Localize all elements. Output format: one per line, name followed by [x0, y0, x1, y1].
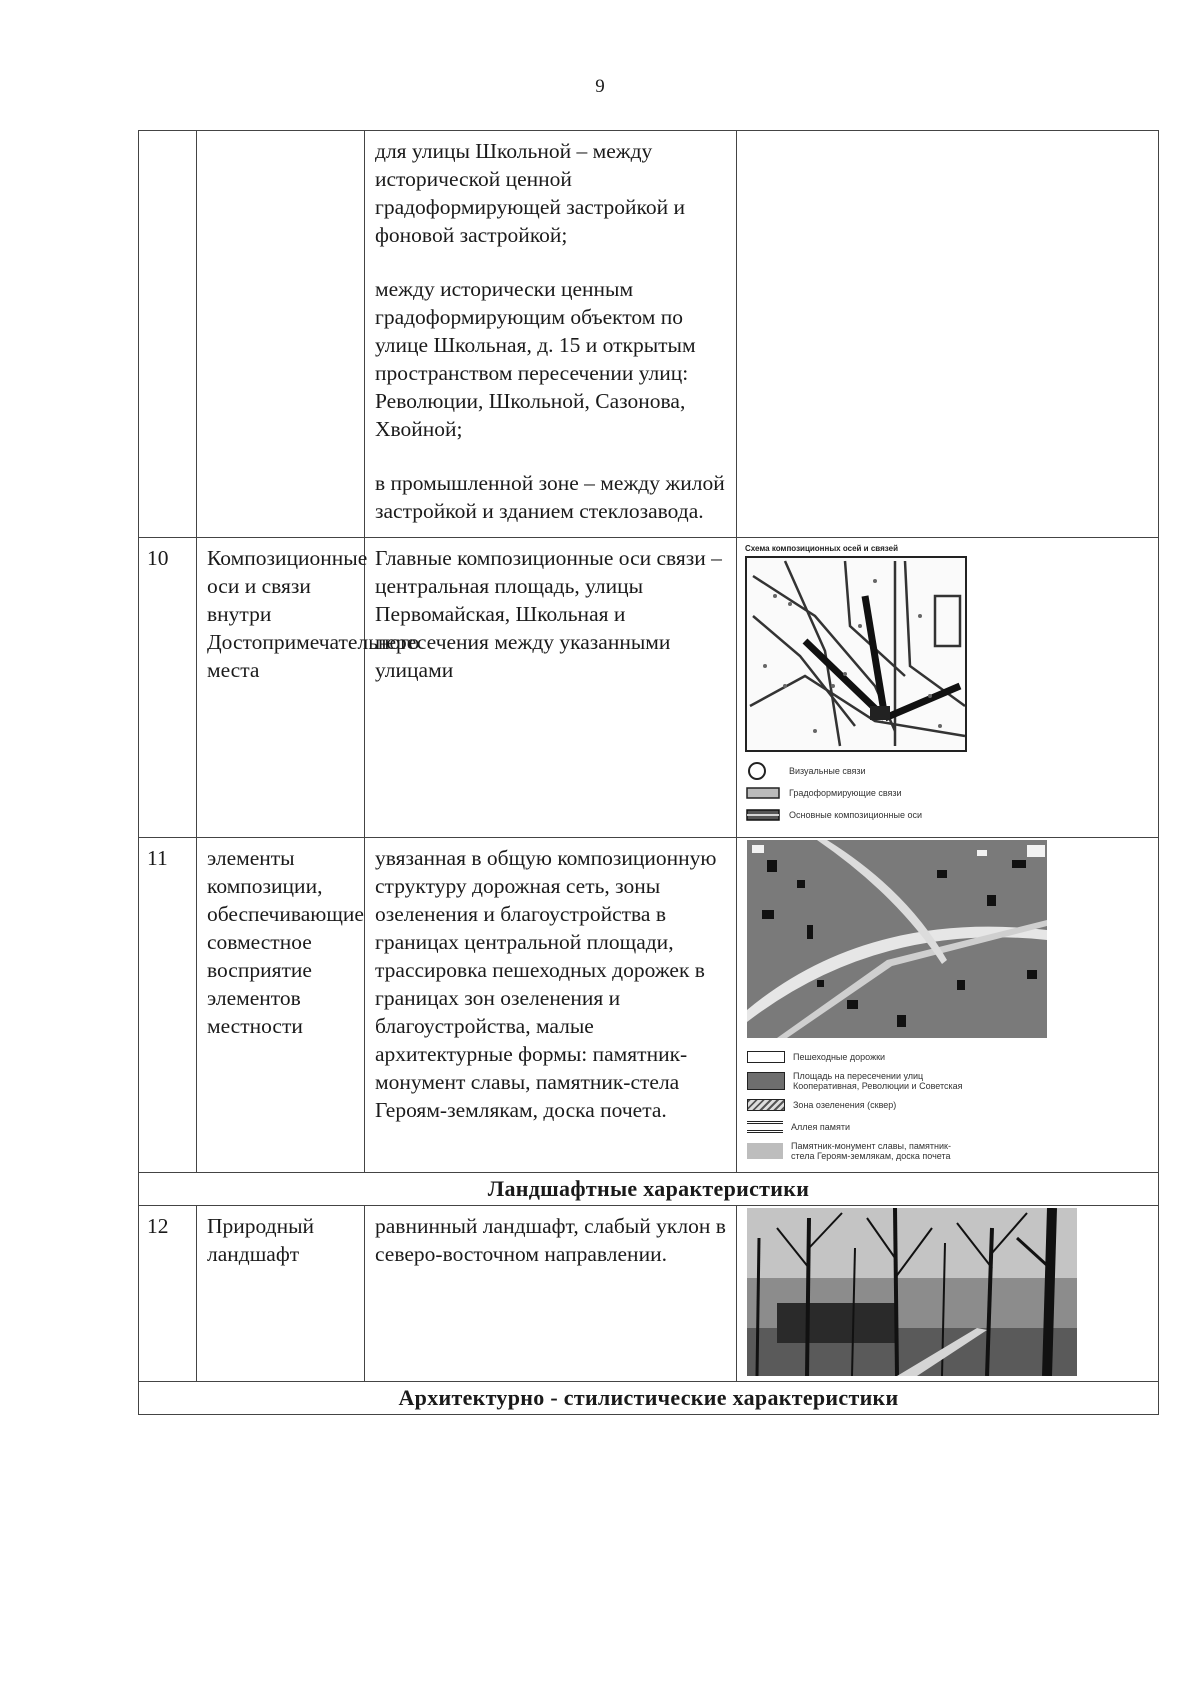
row-description-cell	[365, 131, 737, 538]
hatched-swatch-icon	[747, 1099, 785, 1111]
double-line-icon	[745, 805, 781, 825]
legend-label: Площадь на пересечении улиц Кооперативная, Революции и Советская	[793, 1071, 963, 1091]
table-row-11	[139, 838, 1159, 1173]
legend-item	[747, 1068, 1148, 1094]
row-name-cell	[197, 131, 365, 538]
row-name: Природный ландшафт	[197, 1206, 365, 1382]
square-swatch-icon	[747, 1072, 785, 1090]
photo-legend	[747, 1046, 1148, 1164]
circle-icon	[745, 761, 781, 781]
row-description: равнинный ландшафт, слабый уклон в северо-восточном направлении.	[365, 1206, 737, 1382]
row-number-cell	[139, 131, 197, 538]
table-row-10	[139, 538, 1159, 838]
characteristics-table	[138, 130, 1159, 1415]
map-caption: Схема композиционных осей и связей	[745, 544, 898, 553]
footpath-swatch-icon	[747, 1051, 785, 1063]
section-header-row	[139, 1382, 1159, 1415]
section-title: Ландшафтные характеристики	[139, 1173, 1159, 1206]
row-description: Главные композиционные оси связи – центральная площадь, улицы Первомайская, Школьная и пересечения между указанными улицами	[365, 538, 737, 838]
section-header-row	[139, 1173, 1159, 1206]
description-paragraph: в промышленной зоне – между жилой застройкой и зданием стеклозавода.	[375, 471, 725, 523]
legend-item	[745, 804, 1150, 826]
row-name: элементы композиции, обеспечивающие совместное восприятие элементов местности	[197, 838, 365, 1173]
row-name: Композиционные оси и связи внутри Достопримечательного места	[197, 538, 365, 838]
composition-axes-map	[745, 556, 967, 752]
row-number: 12	[139, 1206, 197, 1382]
legend-item	[747, 1046, 1148, 1068]
row-illustration-cell	[737, 131, 1159, 538]
row-number: 10	[139, 538, 197, 838]
legend-item	[745, 782, 1150, 804]
legend-label: Зона озеленения (сквер)	[793, 1100, 897, 1110]
legend-label: Визуальные связи	[789, 766, 866, 776]
description-paragraph: между исторически ценным градоформирующим объектом по улице Школьная, д. 15 и открытым пространством пересечении улиц: Революции, Школьной, Сазонова, Хвойной;	[375, 277, 696, 441]
legend-label: Пешеходные дорожки	[793, 1052, 886, 1062]
row-number: 11	[139, 838, 197, 1173]
table-row-12	[139, 1206, 1159, 1382]
landscape-photo	[747, 1208, 1077, 1376]
aerial-photo	[747, 840, 1047, 1038]
map-figure-cell	[737, 538, 1159, 838]
landscape-photo-cell	[737, 1206, 1159, 1382]
alley-swatch-icon	[747, 1121, 783, 1133]
legend-label: Градоформирующие связи	[789, 788, 902, 798]
page-number: 9	[595, 76, 605, 97]
legend-item	[747, 1116, 1148, 1138]
legend-item	[747, 1138, 1148, 1164]
description-paragraph: для улицы Школьной – между исторической ценной градоформирующей застройкой и фоновой застройкой;	[375, 139, 686, 247]
table-row-continuation	[139, 131, 1159, 538]
legend-item	[747, 1094, 1148, 1116]
map-legend	[745, 760, 1150, 826]
legend-item	[745, 760, 1150, 782]
legend-label: Аллея памяти	[791, 1122, 850, 1132]
photo-figure-cell	[737, 838, 1159, 1173]
legend-label: Памятник-монумент славы, памятник- стела Героям-землякам, доска почета	[791, 1141, 951, 1161]
section-title: Архитектурно - стилистические характеристики	[139, 1382, 1159, 1415]
band-icon	[745, 783, 781, 803]
monument-swatch-icon	[747, 1143, 783, 1159]
row-description: увязанная в общую композиционную структуру дорожная сеть, зоны озеленения и благоустройства в границах центральной площади, трассировка пешеходных дорожек в границах зон озеленения и благоустройства, малые архитектурные формы: памятник-монумент славы, памятник-стела Героям-землякам, доска почета.	[365, 838, 737, 1173]
legend-label: Основные композиционные оси	[789, 810, 923, 820]
